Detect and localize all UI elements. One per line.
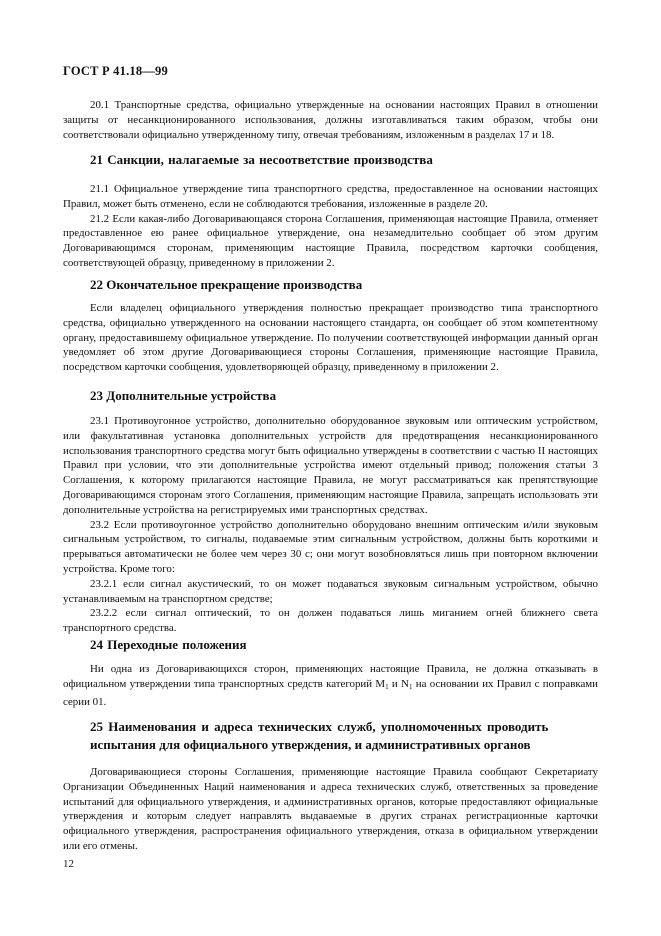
paragraph-21-2: 21.2 Если какая-либо Договаривающаяся сторона Соглашения, применяющая настоящие Правила, отменяет предоставленное ею ранее официальное утверждение, она незамедлительно сообщает об этом другим Договаривающимся сторонам, применяющим настоящие Правила, посредством карточки сообщения, соответствующей образцу, приведенному в приложении 2.	[63, 212, 598, 269]
section-22-body	[63, 301, 598, 375]
section-20-body	[63, 98, 598, 142]
section-25-title	[90, 718, 598, 754]
paragraph-23-1: 23.1 Противоугонное устройство, дополнительно оборудованное звуковым или оптическим устройством, или факультативная установка дополнительных устройств для предотвращения несанкционированного использования транспортного средства могут быть официально утверждены в соответствии с частью II настоящих Правил при условии, что эти дополнительные устройства имеют отдельный привод; положения статьи 3 Соглашения, к которому прилагаются настоящие Правила, не могут рассматриваться как препятствующие Договаривающимся сторонам этого Соглашения, применяющим настоящие Правила, запрещать использовать эти дополнительные устройства на регистрируемых ими транспортных средствах.	[63, 415, 598, 516]
section-24-body	[63, 662, 598, 709]
paragraph-23-2-2: 23.2.2 если сигнал оптический, то он должен подаваться лишь миганием огней ближнего света транспортного средства.	[63, 607, 598, 635]
section-25-body	[63, 765, 598, 854]
section-21-title: 21 Санкции, налагаемые за несоответствие производства	[90, 152, 433, 167]
paragraph-24	[63, 662, 598, 709]
section-23-body	[63, 414, 598, 636]
section-22-title: 22 Окончательное прекращение производства	[90, 277, 363, 292]
category-n-subscript: 1	[408, 682, 413, 691]
paragraph-23-2: 23.2 Если противоугонное устройство дополнительно оборудовано внешним оптическим и/или звуковым сигнальным устройством, то сигналы, подаваемые этим сигнальным устройством, должны быть короткими и прерываться автоматически не более чем через 30 с; они могут возобновляться лишь при повторном включении устройства. Кроме того:	[63, 518, 598, 575]
paragraph-21-1: 21.1 Официальное утверждение типа транспортного средства, предоставленное на основании настоящих Правил, может быть отменено, если не соблюдаются требования, изложенные в разделе 20.	[63, 183, 598, 210]
section-21-body	[63, 182, 598, 271]
paragraph-25: Договаривающиеся стороны Соглашения, применяющие настоящие Правила сообщают Секретариату Организации Объединенных Наций наименования и адреса технических служб, ответственных за проведение испытаний для официального утверждения, и административных органов, которые предоставляют официальные утверждения и которым следует направлять выдаваемые в других странах регистрационные карточки официального утверждения, распространения официального утверждения, отказа в официальном утверждении или его отмены.	[63, 766, 598, 852]
section-23-title: 23 Дополнительные устройства	[90, 388, 277, 403]
section-25-title-line-1: 25 Наименования и адреса технических служб, уполномоченных проводить	[90, 719, 549, 734]
paragraph-20-1: 20.1 Транспортные средства, официально утвержденные на основании настоящих Правил в отношении защиты от несанкционированного использования, должны изготавливаться таким образом, чтобы они соответствовали официально утвержденному типу, отвечая требованиям, изложенным в разделах 17 и 18.	[63, 99, 598, 141]
page-number: 12	[63, 858, 74, 870]
paragraph-23-2-1: 23.2.1 если сигнал акустический, то он может подаваться звуковым сигнальным устройством, обычно устанавливаемым на транспортном средстве;	[63, 577, 598, 605]
paragraph-24-text-b: и N	[388, 677, 409, 690]
paragraph-24-text-a: Ни одна из Договаривающихся сторон, применяющих настоящие Правила, не должна отказывать в официальном утверждении типа транспортных средств категорий M	[63, 663, 598, 690]
paragraph-24-text-c: на основании их Правил с поправками серии 01.	[63, 677, 599, 708]
paragraph-22-1: Если владелец официального утверждения полностью прекращает производство типа транспортного средства, официально утвержденного на основании настоящего стандарта, он сообщает об этом компетентному органу, предоставившему официальное утверждение. По получении соответствующей информации данный орган уведомляет об этом другие Договаривающиеся стороны Соглашения, применяющие настоящие Правила, посредством карточки сообщения, удовлетворяющей образцу, приведенному в приложении 2.	[63, 302, 598, 374]
category-m-subscript: 1	[385, 682, 389, 691]
section-25-title-line-2: испытания для официального утверждения, и административных органов	[90, 737, 531, 752]
document-header: ГОСТ Р 41.18—99	[63, 64, 168, 78]
section-24-title: 24 Переходные положения	[90, 637, 247, 652]
